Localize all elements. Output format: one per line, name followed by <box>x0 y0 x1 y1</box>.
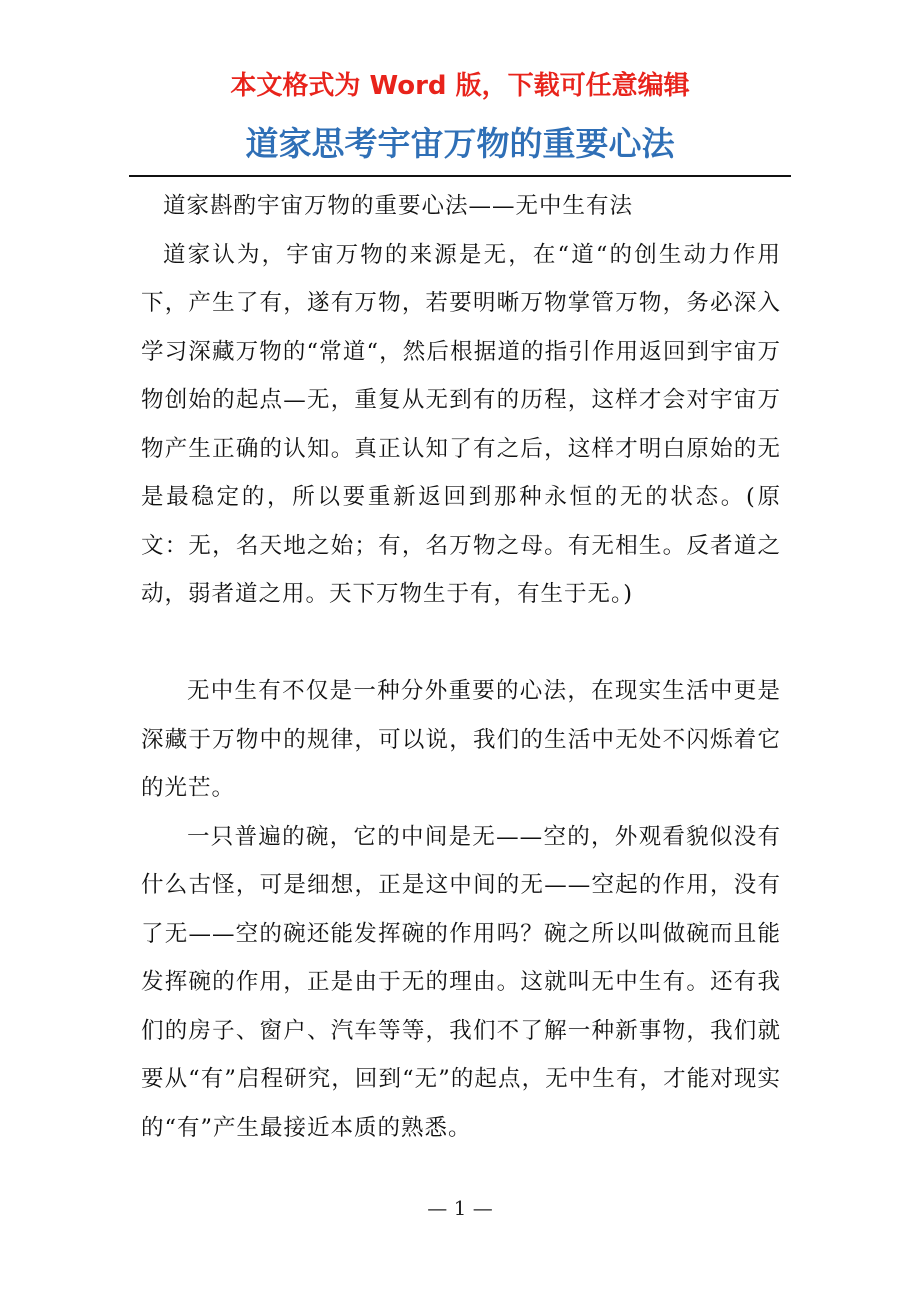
article-subtitle: 道家斟酌宇宙万物的重要心法——无中生有法 <box>163 193 634 219</box>
paragraph-bowl-example: 一只普遍的碗，它的中间是无——空的，外观看貌似没有什么古怪，可是细想，正是这中间的无——空起的作用，没有了无——空的碗还能发挥碗的作用吗？碗之所以叫做碗而且能发挥碗的作用，正是由于无的理由。这就叫无中生有。还有我们的房子、窗户、汽车等等，我们不了解一种新事物，我们就要从“有”启程研究，回到“无”的起点，无中生有，才能对现实的“有”产生最接近本质的熟悉。 <box>141 823 781 1141</box>
paragraph-principle: 无中生有不仅是一种分外重要的心法，在现实生活中更是深藏于万物中的规律，可以说，我们的生活中无处不闪烁着它的光芒。 <box>141 678 781 801</box>
paragraph-gap <box>141 619 781 668</box>
document-body <box>141 182 781 1152</box>
format-notice-banner: 本文格式为 Word 版，下载可任意编辑 <box>230 71 690 101</box>
title-divider <box>129 175 791 177</box>
page-number: — 1 — <box>427 1196 493 1220</box>
paragraph-intro: 道家认为，宇宙万物的来源是无，在“道“的创生动力作用下，产生了有，遂有万物，若要明晰万物掌管万物，务必深入学习深藏万物的“常道“，然后根据道的指引作用返回到宇宙万物创始的起点—无，重复从无到有的历程，这样才会对宇宙万物产生正确的认知。真正认知了有之后，这样才明白原始的无是最稳定的，所以要重新返回到那种永恒的无的状态。(原文：无，名天地之始；有，名万物之母。有无相生。反者道之动，弱者道之用。天下万物生于有，有生于无。) <box>141 241 781 607</box>
document-title: 道家思考宇宙万物的重要心法 <box>245 124 675 163</box>
